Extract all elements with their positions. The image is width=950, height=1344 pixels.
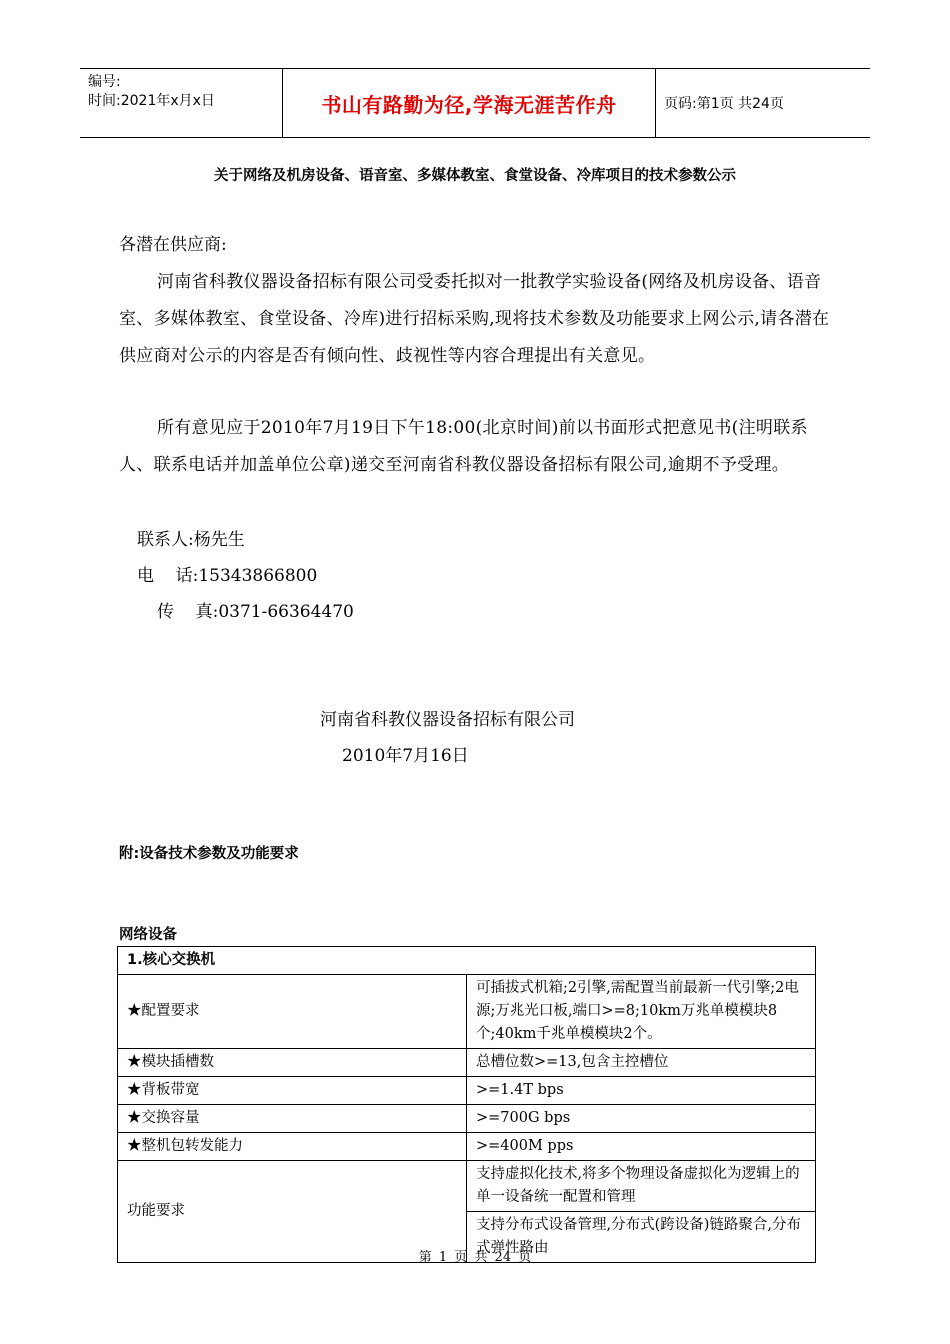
spec-value: 可插拔式机箱;2引擎,需配置当前最新一代引擎;2电源;万兆光口板,端口>=8;10km万兆单模模块8个;40km千兆单模模块2个。 bbox=[467, 975, 816, 1049]
header-page-info: 页码:第1页 共24页 bbox=[664, 96, 784, 112]
paragraph-intro: 河南省科教仪器设备招标有限公司受委托拟对一批教学实验设备(网络及机房设备、语音室、多媒体教室、食堂设备、冷库)进行招标采购,现将技术参数及功能要求上网公示,请各潜在供应商对公示的内容是否有倾向性、歧视性等内容合理提出有关意见。 bbox=[119, 272, 830, 366]
page-footer: 第 1 页 共 24 页 bbox=[418, 1250, 532, 1265]
contact-fax: 传 真:0371-66364470 bbox=[157, 602, 354, 622]
spec-key: ★配置要求 bbox=[118, 975, 467, 1049]
header-meta bbox=[88, 73, 215, 111]
paragraph-deadline: 所有意见应于2010年7月19日下午18:00(北京时间)前以书面形式把意见书(注明联系人、联系电话并加盖单位公章)递交至河南省科教仪器设备招标有限公司,逾期不予受理。 bbox=[119, 418, 808, 475]
page-header bbox=[80, 68, 870, 138]
table-row bbox=[118, 1049, 816, 1077]
table-row bbox=[118, 975, 816, 1049]
document-time-label: 时间:2021年x月x日 bbox=[88, 93, 215, 109]
spec-key: 功能要求 bbox=[118, 1161, 467, 1263]
table-row bbox=[118, 1133, 816, 1161]
spec-value: 支持虚拟化技术,将多个物理设备虚拟化为逻辑上的单一设备统一配置和管理 bbox=[467, 1161, 816, 1212]
document-title: 关于网络及机房设备、语音室、多媒体教室、食堂设备、冷库项目的技术参数公示 bbox=[214, 168, 736, 184]
table-section-heading: 1.核心交换机 bbox=[118, 947, 816, 975]
table-row bbox=[118, 1077, 816, 1105]
spec-key: ★模块插槽数 bbox=[118, 1049, 467, 1077]
spec-key: ★背板带宽 bbox=[118, 1077, 467, 1105]
network-section-title: 网络设备 bbox=[119, 927, 177, 943]
spec-value: >=700G bps bbox=[467, 1105, 816, 1133]
spec-value: 支持分布式设备管理,分布式(跨设备)链路聚合,分布式弹性路由 bbox=[467, 1212, 816, 1263]
spec-key: ★整机包转发能力 bbox=[118, 1133, 467, 1161]
contact-phone: 电 话:15343866800 bbox=[137, 566, 318, 586]
document-number-label: 编号: bbox=[88, 74, 121, 90]
spec-value: >=400M pps bbox=[467, 1133, 816, 1161]
spec-value: >=1.4T bps bbox=[467, 1077, 816, 1105]
table-row bbox=[118, 1161, 816, 1212]
header-motto: 书山有路勤为径,学海无涯苦作舟 bbox=[282, 69, 656, 137]
signature-company: 河南省科教仪器设备招标有限公司 bbox=[320, 710, 575, 730]
table-row bbox=[118, 1105, 816, 1133]
appendix-title: 附:设备技术参数及功能要求 bbox=[119, 846, 299, 862]
spec-key: ★交换容量 bbox=[118, 1105, 467, 1133]
table-row bbox=[118, 947, 816, 975]
signature-date: 2010年7月16日 bbox=[342, 746, 469, 766]
salutation: 各潜在供应商: bbox=[119, 235, 227, 255]
contact-person: 联系人:杨先生 bbox=[137, 530, 245, 550]
spec-table bbox=[117, 946, 816, 1263]
spec-value: 总槽位数>=13,包含主控槽位 bbox=[467, 1049, 816, 1077]
